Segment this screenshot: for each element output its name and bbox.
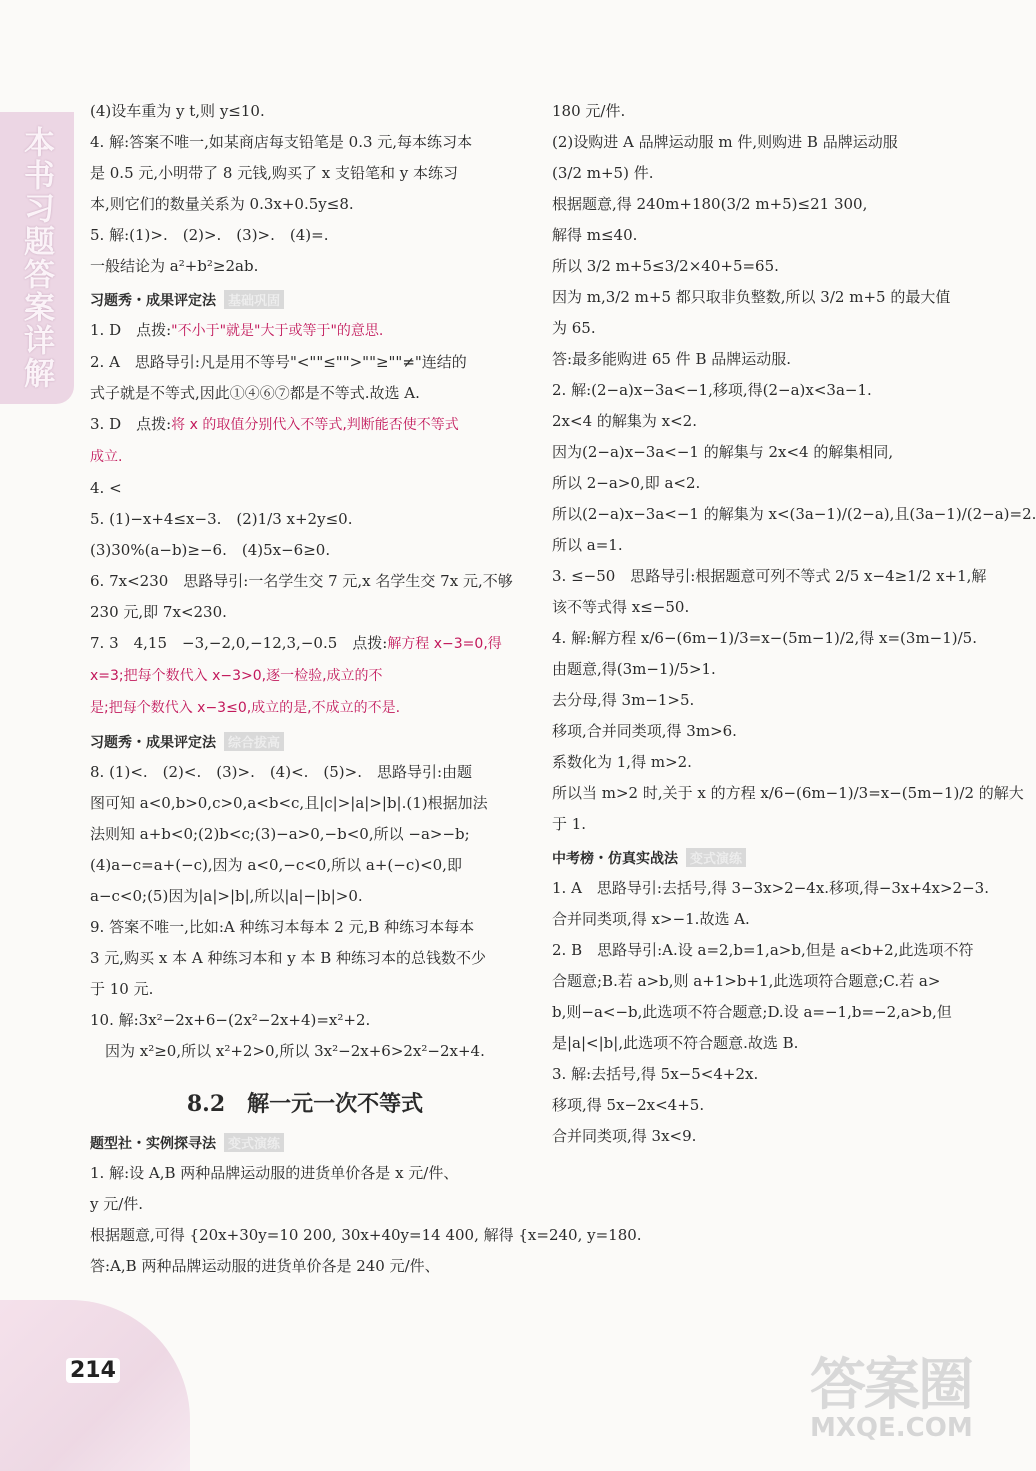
line-text: 合并同类项,得 3x<9. <box>552 1127 697 1145</box>
line-gap <box>552 1054 962 1063</box>
text-line <box>552 720 962 742</box>
line-gap <box>552 308 962 317</box>
text-line <box>552 472 962 494</box>
line-gap <box>552 1023 962 1032</box>
line-text: 6. 7x<230 思路导引:一名学生交 7 元,x 名学生交 7x 元,不够 <box>90 572 513 590</box>
right-column <box>552 100 1036 1156</box>
text-line <box>552 908 962 930</box>
text-line <box>90 696 520 719</box>
text-line <box>552 410 962 432</box>
text-line <box>90 916 520 938</box>
line-gap <box>90 1031 520 1040</box>
watermark-logo: 答案圈 <box>810 1353 972 1418</box>
text-line <box>90 477 520 499</box>
text-line <box>90 224 520 246</box>
line-gap <box>552 215 962 224</box>
text-line <box>90 664 520 687</box>
text-line <box>90 632 520 655</box>
line-text: 答:最多能购进 65 件 B 品牌运动服. <box>552 350 792 368</box>
text-line <box>90 1040 520 1062</box>
text-line <box>90 445 520 468</box>
line-gap <box>90 687 520 696</box>
text-line <box>552 1001 962 1023</box>
line-gap <box>552 899 962 908</box>
line-text: 2x<4 的解集为 x<2. <box>552 412 697 430</box>
line-text: 是 0.5 元,小明带了 8 元钱,购买了 x 支铅笔和 y 本练习 <box>90 164 459 182</box>
line-gap <box>552 618 962 627</box>
text-line <box>552 193 962 215</box>
line-gap <box>90 530 520 539</box>
text-line <box>90 1193 520 1215</box>
hint-text: 成立. <box>90 449 123 465</box>
line-text: 根据题意,得 240m+180(3/2 m+5)≤21 300, <box>552 195 868 213</box>
line-gap <box>90 592 520 601</box>
text-line <box>90 854 520 876</box>
heading-tag: 变式演练 <box>686 848 746 867</box>
line-text: 2. 解:(2−a)x−3a<−1,移项,得(2−a)x<3a−1. <box>552 381 872 399</box>
line-text: (2)设购进 A 品牌运动服 m 件,则购进 B 品牌运动服 <box>552 133 898 151</box>
line-gap <box>552 587 962 596</box>
line-gap <box>552 184 962 193</box>
line-text: y 元/件. <box>90 1195 144 1213</box>
line-text: 法则知 a+b<0;(2)b<c;(3)−a>0,−b<0,所以 −a>−b; <box>90 825 470 843</box>
text-line <box>90 570 520 592</box>
line-text: 4. 解:答案不唯一,如某商店每支铅笔是 0.3 元,每本练习本 <box>90 133 473 151</box>
line-gap <box>90 310 520 319</box>
line-text: 答:A,B 两种品牌运动服的进货单价各是 240 元/件、 <box>90 1257 440 1275</box>
line-gap <box>552 494 962 503</box>
line-text: 所以 2−a>0,即 a<2. <box>552 474 701 492</box>
section-heading <box>90 1133 520 1153</box>
line-gap <box>90 436 520 445</box>
heading-text: 习题秀・成果评定法 <box>90 735 216 751</box>
line-text: 10. 解:3x²−2x+6−(2x²−2x+4)=x²+2. <box>90 1011 371 1029</box>
line-gap <box>552 868 962 877</box>
line-gap <box>90 938 520 947</box>
text-line <box>552 1032 962 1054</box>
text-line <box>90 131 520 153</box>
line-gap <box>90 845 520 854</box>
line-text: 为 65. <box>552 319 596 337</box>
line-gap <box>552 961 962 970</box>
hint-text: "不小于"就是"大于或等于"的意思. <box>171 323 384 339</box>
line-gap <box>90 783 520 792</box>
line-gap <box>552 804 962 813</box>
text-line <box>552 1094 962 1116</box>
text-line <box>552 100 962 122</box>
section-heading <box>90 732 520 752</box>
text-line <box>552 379 962 401</box>
text-line <box>90 100 520 122</box>
line-gap <box>552 277 962 286</box>
line-gap <box>90 342 520 351</box>
line-gap <box>552 370 962 379</box>
text-line <box>552 317 962 339</box>
text-line <box>90 539 520 561</box>
text-line <box>90 508 520 530</box>
line-gap <box>90 122 520 131</box>
line-gap <box>552 649 962 658</box>
line-gap <box>90 1000 520 1009</box>
line-gap <box>90 468 520 477</box>
line-gap <box>90 1153 520 1162</box>
line-text: (4)设车重为 y t,则 y≤10. <box>90 102 265 120</box>
line-gap <box>90 1246 520 1255</box>
text-line <box>90 885 520 907</box>
line-gap <box>90 655 520 664</box>
line-gap <box>552 122 962 131</box>
line-gap <box>552 1116 962 1125</box>
line-gap <box>552 1147 962 1156</box>
line-text: 所以 a=1. <box>552 536 623 554</box>
line-gap <box>90 561 520 570</box>
text-line <box>552 565 987 587</box>
text-line <box>552 534 962 556</box>
line-gap <box>90 814 520 823</box>
line-text: b,则−a<−b,此选项不符合题意;D.设 a=−1,b=−2,a>b,但 <box>552 1003 952 1021</box>
text-line <box>552 689 962 711</box>
line-gap <box>90 1215 520 1224</box>
line-gap <box>90 752 520 761</box>
line-gap <box>90 215 520 224</box>
line-text: 所以 3/2 m+5≤3/2×40+5=65. <box>552 257 779 275</box>
text-line <box>552 658 962 680</box>
line-gap <box>552 930 962 939</box>
text-line <box>90 162 520 184</box>
line-gap <box>90 1062 520 1071</box>
line-text: 2. A 思路导引:凡是用不等号"<""≤"">""≥""≠"连结的 <box>90 353 467 371</box>
line-gap <box>552 711 962 720</box>
line-text: 式子就是不等式,因此①④⑥⑦都是不等式.故选 A. <box>90 384 420 402</box>
text-line <box>90 978 520 1000</box>
section-heading <box>90 290 520 310</box>
section-title: 8.2 解一元一次不等式 <box>186 1091 424 1117</box>
watermark-url: MXQE.COM <box>810 1413 973 1443</box>
line-text: (3)30%(a−b)≥−6. (4)5x−6≥0. <box>90 541 331 559</box>
line-gap <box>90 907 520 916</box>
heading-tag: 变式演练 <box>224 1133 284 1152</box>
line-text: 移项,合并同类项,得 3m>6. <box>552 722 737 740</box>
text-line <box>90 761 520 783</box>
line-text: 移项,得 5x−2x<4+5. <box>552 1096 705 1114</box>
line-gap <box>552 1085 962 1094</box>
line-gap <box>90 184 520 193</box>
text-line <box>552 286 962 308</box>
line-text: 4. 解:解方程 x/6−(6m−1)/3=x−(5m−1)/2,得 x=(3m−1)/5. <box>552 629 977 647</box>
line-gap <box>90 277 520 286</box>
text-line <box>90 1224 642 1246</box>
line-text: 合题意;B.若 a>b,则 a+1>b+1,此选项符合题意;C.若 a> <box>552 972 941 990</box>
line-gap <box>552 153 962 162</box>
line-text: 1. A 思路导引:去括号,得 3−3x>2−4x.移项,得−3x+4x>2−3. <box>552 879 989 897</box>
line-text: 图可知 a<0,b>0,c>0,a<b<c,且|c|>|a|>|b|.(1)根据加法 <box>90 794 488 812</box>
line-text: a−c<0;(5)因为|a|>|b|,所以|a|−|b|>0. <box>90 887 363 905</box>
line-text: 由题意,得(3m−1)/5>1. <box>552 660 716 678</box>
line-text: 因为 m,3/2 m+5 都只取非负整数,所以 3/2 m+5 的最大值 <box>552 288 951 306</box>
heading-text: 中考榜・仿真实战法 <box>552 851 678 867</box>
line-gap <box>90 404 520 413</box>
text-line <box>90 382 520 404</box>
text-line <box>90 319 520 342</box>
line-gap <box>552 463 962 472</box>
line-gap <box>90 153 520 162</box>
hint-text: 解方程 x−3=0,得 <box>387 636 502 652</box>
text-line <box>552 162 962 184</box>
line-gap <box>552 742 962 751</box>
line-gap <box>90 1277 520 1286</box>
line-text: 2. B 思路导引:A.设 a=2,b=1,a>b,但是 a<b+2,此选项不符 <box>552 941 974 959</box>
text-line <box>552 131 962 153</box>
line-gap <box>90 373 520 382</box>
text-line <box>552 1125 962 1147</box>
text-line <box>552 596 962 618</box>
line-text: 7. 3 4,15 −3,−2,0,−12,3,−0.5 点拨: <box>90 634 388 652</box>
line-text: 5. 解:(1)>. (2)>. (3)>. (4)=. <box>90 226 329 244</box>
line-text: 一般结论为 a²+b²≥2ab. <box>90 257 259 275</box>
text-line <box>90 1009 520 1031</box>
line-text: 3. ≤−50 思路导引:根据题意可列不等式 2/5 x−4≥1/2 x+1,解 <box>552 567 987 585</box>
line-text: 因为 x²≥0,所以 x²+2>0,所以 3x²−2x+6>2x²−2x+4. <box>90 1042 485 1060</box>
text-line <box>90 413 520 436</box>
line-gap <box>552 773 962 782</box>
line-text: (4)a−c=a+(−c),因为 a<0,−c<0,所以 a+(−c)<0,即 <box>90 856 462 874</box>
text-line <box>552 970 962 992</box>
line-text: 8. (1)<. (2)<. (3)>. (4)<. (5)>. 思路导引:由题 <box>90 763 473 781</box>
hint-text: 是;把每个数代入 x−3≤0,成立的是,不成立的不是. <box>90 700 401 716</box>
line-gap <box>552 339 962 348</box>
heading-text: 习题秀・成果评定法 <box>90 293 216 309</box>
text-line <box>552 751 962 773</box>
line-gap <box>90 1184 520 1193</box>
watermark <box>810 1341 980 1451</box>
line-gap <box>90 969 520 978</box>
line-text: 系数化为 1,得 m>2. <box>552 753 692 771</box>
line-gap <box>552 835 962 844</box>
line-gap <box>90 876 520 885</box>
text-line <box>552 1063 962 1085</box>
page-number: 214 <box>66 1358 120 1383</box>
line-gap <box>552 401 962 410</box>
line-text: 去分母,得 3m−1>5. <box>552 691 695 709</box>
line-gap <box>552 992 962 1001</box>
text-line <box>552 441 962 463</box>
line-gap <box>90 499 520 508</box>
line-gap <box>552 525 962 534</box>
line-text: 1. 解:设 A,B 两种品牌运动服的进货单价各是 x 元/件、 <box>90 1164 459 1182</box>
line-text: 4. < <box>90 479 122 497</box>
section-heading <box>552 848 962 868</box>
text-line <box>90 601 520 623</box>
line-text: 于 1. <box>552 815 587 833</box>
text-line <box>552 255 962 277</box>
line-text: 该不等式得 x≤−50. <box>552 598 690 616</box>
line-text: 于 10 元. <box>90 980 154 998</box>
text-line <box>90 255 520 277</box>
line-text: 所以当 m>2 时,关于 x 的方程 x/6−(6m−1)/3=x−(5m−1)/2 的解大 <box>552 784 1024 802</box>
text-line <box>552 224 962 246</box>
line-text: 所以(2−a)x−3a<−1 的解集为 x<(3a−1)/(2−a),且(3a−1)/(2−a)=2. <box>552 505 1036 523</box>
line-text: 是|a|<|b|,此选项不符合题意.故选 B. <box>552 1034 799 1052</box>
text-line <box>90 351 520 373</box>
side-title: 本书习题答案详解 <box>18 126 54 390</box>
line-gap <box>90 719 520 728</box>
side-tab <box>0 112 74 404</box>
line-gap <box>552 556 962 565</box>
text-line <box>90 823 520 845</box>
line-gap <box>90 623 520 632</box>
line-text: 因为(2−a)x−3a<−1 的解集与 2x<4 的解集相同, <box>552 443 894 461</box>
line-text: 合并同类项,得 x>−1.故选 A. <box>552 910 750 928</box>
line-text: 3 元,购买 x 本 A 种练习本和 y 本 B 种练习本的总钱数不少 <box>90 949 487 967</box>
corner-decoration <box>0 1300 190 1471</box>
line-text: 解得 m≤40. <box>552 226 638 244</box>
text-line <box>552 348 962 370</box>
text-line <box>552 939 974 961</box>
line-text: (3/2 m+5) 件. <box>552 164 654 182</box>
line-text: 180 元/件. <box>552 102 626 120</box>
text-line <box>90 792 520 814</box>
line-text: 9. 答案不唯一,比如:A 种练习本每本 2 元,B 种练习本每本 <box>90 918 475 936</box>
line-gap <box>552 432 962 441</box>
line-text: 3. 解:去括号,得 5x−5<4+2x. <box>552 1065 759 1083</box>
text-line <box>90 947 520 969</box>
heading-text: 题型社・实例探寻法 <box>90 1136 216 1152</box>
hint-text: 将 x 的取值分别代入不等式,判断能否使不等式 <box>171 417 459 433</box>
line-text: 5. (1)−x+4≤x−3. (2)1/3 x+2y≤0. <box>90 510 353 528</box>
text-line <box>90 1255 520 1277</box>
text-line <box>552 877 989 899</box>
text-line <box>552 813 962 835</box>
heading-tag: 综合拔高 <box>224 732 284 751</box>
text-line <box>552 782 1024 804</box>
line-text: 3. D 点拨: <box>90 415 172 433</box>
line-gap <box>90 246 520 255</box>
text-line <box>552 627 977 649</box>
hint-text: x=3;把每个数代入 x−3>0,逐一检验,成立的不 <box>90 668 383 684</box>
line-text: 根据题意,可得 {20x+30y=10 200, 30x+40y=14 400, 解得 {x=240, y=180. <box>90 1226 642 1244</box>
text-line <box>90 1162 520 1184</box>
line-text: 230 元,即 7x<230. <box>90 603 227 621</box>
line-text: 1. D 点拨: <box>90 321 172 339</box>
line-text: 本,则它们的数量关系为 0.3x+0.5y≤8. <box>90 195 354 213</box>
heading-tag: 基础巩固 <box>224 290 284 309</box>
line-gap <box>552 680 962 689</box>
text-line <box>552 503 1036 525</box>
line-gap <box>552 246 962 255</box>
text-line <box>90 193 520 215</box>
